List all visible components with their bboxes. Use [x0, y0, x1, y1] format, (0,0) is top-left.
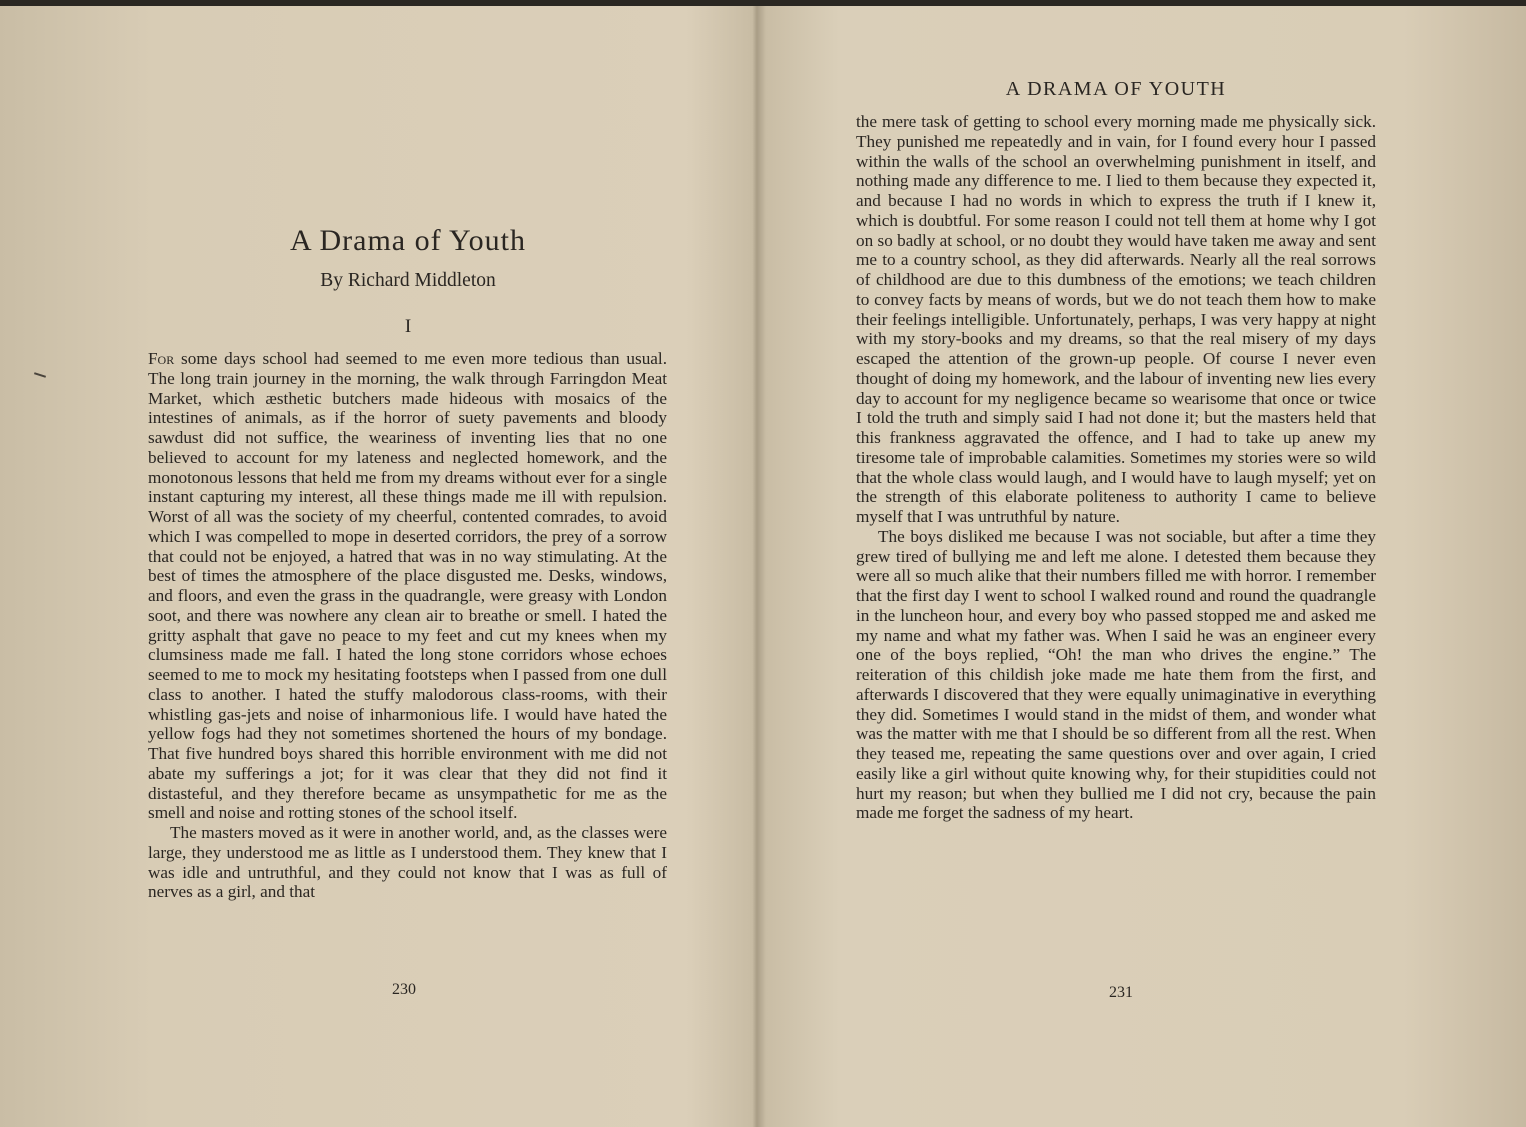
- right-body-text: [856, 112, 1376, 823]
- paragraph: the mere task of getting to school every morning made me physically sick. They punished me repeatedly and in vain, for I found every hour I passed within the walls of the school an overwhelming punishment in itself, and nothing made any difference to me. I lied to them because they expected it, and because I had no words in which to express the truth if I knew it, which is doubtful. For some reason I could not tell them at home why I got on so badly at school, or no doubt they would have taken me away and sent me to a country school, as they did afterwards. Nearly all the real sorrows of childhood are due to this dumbness of the emotions; we teach children to convey facts by means of words, but we do not teach them how to make their feelings intelligible. Unfortunately, perhaps, I was very happy at night with my story-books and my dreams, so that the real misery of my days escaped the attention of the grown-up people. Of course I never even thought of doing my homework, and the labour of inventing new lies every day to account for my negligence became so wearisome that once or twice I told the truth and simply said I had not done it; but the masters held that this frankness aggravated the offence, and I had to take up anew my tiresome tale of improbable calamities. Sometimes my stories were so wild that the whole class would laugh, and I would have to laugh myself; yet on the strength of this elaborate politeness to authority I came to believe myself that I was untruthful by nature.: [856, 112, 1376, 526]
- margin-mark: [34, 372, 46, 378]
- chapter-title: A Drama of Youth: [289, 224, 526, 257]
- left-body-text: [148, 349, 667, 902]
- left-page: [0, 6, 756, 1127]
- right-page: [756, 6, 1526, 1127]
- running-head: A DRAMA OF YOUTH: [1005, 78, 1227, 100]
- paragraph: The masters moved as it were in another world, and, as the classes were large, they understood me as little as I understood them. They knew that I was idle and untruthful, and they could not know that I was as full of nerves as a girl, and that: [148, 823, 667, 902]
- byline: By Richard Middleton: [320, 270, 496, 291]
- paragraph-text: some days school had seemed to me even more tedious than usual. The long train journey in the morning, the walk through Farringdon Meat Market, which æsthetic butchers made hideous with mosaics of the intestines of animals, as if the horror of suety pavements and bloody sawdust did not suffice, the weariness of inventing lies that no one believed to account for my lateness and neglected homework, and the monotonous lessons that held me from my dreams without ever for a single instant capturing my interest, all these things made me ill with repulsion. Worst of all was the society of my cheerful, contented comrades, to avoid which I was compelled to mope in deserted corridors, the prey of a sorrow that could not be enjoyed, a hatred that was in no way stimulating. At the best of times the atmosphere of the place disgusted me. Desks, windows, and floors, and even the grass in the quadrangle, were greasy with London soot, and there was nowhere any clean air to breathe or smell. I hated the gritty asphalt that gave no peace to my feet and cut my knees when my clumsiness made me fall. I hated the long stone corridors whose echoes seemed to me to mock my hesitating footsteps when I passed from one dull class to another. I hated the stuffy malodorous class-rooms, with their whistling gas-jets and noise of inharmonious life. I would have hated the yellow fogs had they not sometimes shortened the hours of my bondage. That five hundred boys shared this horrible environment with me did not abate my sufferings a jot; for it was clear that they did not find it distasteful, and they therefore became as unsympathetic for me as the smell and noise and rotting stones of the school itself.: [148, 349, 667, 823]
- book-spread: [0, 6, 1526, 1127]
- page-number: 231: [1109, 984, 1133, 1001]
- drop-word: For: [148, 349, 175, 368]
- paragraph: [148, 349, 667, 823]
- paragraph: The boys disliked me because I was not sociable, but after a time they grew tired of bullying me and left me alone. I detested them because they were all so much alike that their numbers filled me with horror. I remember that the first day I went to school I walked round and round the quadrangle in the luncheon hour, and every boy who passed stopped me and asked me my name and what my father was. When I said he was an engineer every one of the boys replied, “Oh! the man who drives the engine.” The reiteration of this childish joke made me hate them from the first, and afterwards I discovered that they were equally unimaginative in everything they did. Sometimes I would stand in the midst of them, and wonder what was the matter with me that I should be so different from all the rest. When they teased me, repeating the same questions over and over again, I cried easily like a girl without quite knowing why, for their stupidities could not hurt my reason; but when they bullied me I did not cry, because the pain made me forget the sadness of my heart.: [856, 526, 1376, 823]
- section-number: I: [404, 316, 412, 337]
- page-number: 230: [392, 981, 416, 998]
